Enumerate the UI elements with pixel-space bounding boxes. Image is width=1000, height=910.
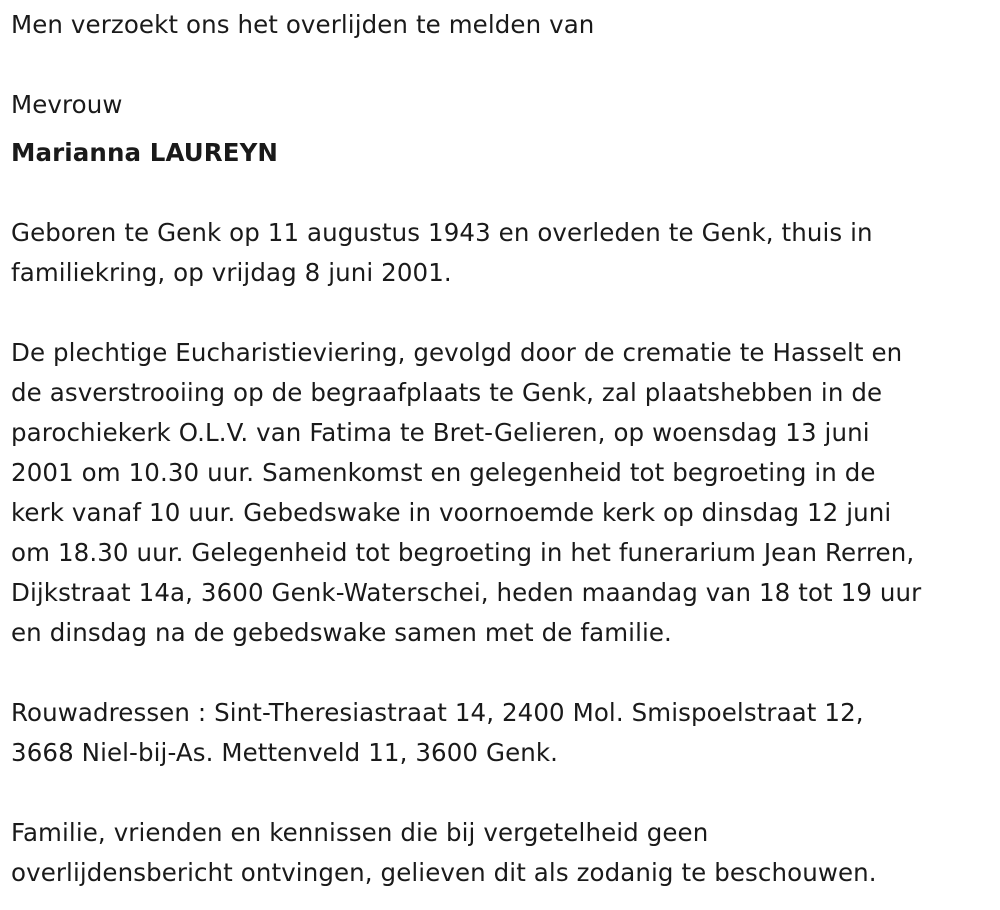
paragraph-line: en dinsdag na de gebedswake samen met de familie. [11,618,672,647]
paragraph-line: 2001 om 10.30 uur. Samenkomst en gelegenheid tot begroeting in de [11,458,876,487]
paragraph-line: overlijdensbericht ontvingen, gelieven dit als zodanig te beschouwen. [11,858,877,887]
salutation: Mevrouw [11,90,123,119]
closing-paragraph [11,813,991,893]
paragraph-line: parochiekerk O.L.V. van Fatima te Bret-Gelieren, op woensdag 13 juni [11,418,870,447]
death-notice [11,0,991,893]
paragraph-line: Familie, vrienden en kennissen die bij vergetelheid geen [11,818,709,847]
paragraph-line: om 18.30 uur. Gelegenheid tot begroeting in het funerarium Jean Rerren, [11,538,915,567]
deceased-name: Marianna LAUREYN [11,138,279,167]
paragraph-line: Geboren te Genk op 11 augustus 1943 en overleden te Genk, thuis in [11,218,873,247]
paragraph-line: 3668 Niel-bij-As. Mettenveld 11, 3600 Genk. [11,738,559,767]
paragraph-line: de asverstrooiing op de begraafplaats te Genk, zal plaatshebben in de [11,378,883,407]
paragraph-line: Rouwadressen : Sint-Theresiastraat 14, 2400 Mol. Smispoelstraat 12, [11,698,864,727]
paragraph-line: kerk vanaf 10 uur. Gebedswake in voornoemde kerk op dinsdag 12 juni [11,498,892,527]
birth-death-paragraph [11,213,991,293]
ceremony-paragraph [11,333,991,653]
intro-text: Men verzoekt ons het overlijden te melden van [11,10,595,39]
paragraph-line: familiekring, op vrijdag 8 juni 2001. [11,258,452,287]
addresses-paragraph [11,693,991,773]
paragraph-line: Dijkstraat 14a, 3600 Genk-Waterschei, heden maandag van 18 tot 19 uur [11,578,922,607]
paragraph-line: De plechtige Eucharistieviering, gevolgd door de crematie te Hasselt en [11,338,903,367]
